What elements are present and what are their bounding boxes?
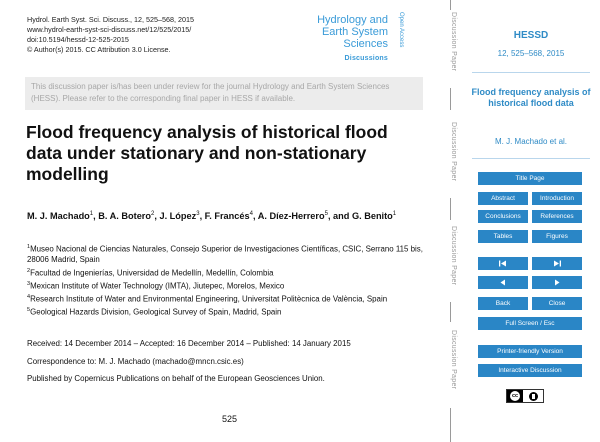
author-sep: , and — [327, 211, 352, 222]
discussion-paper-separator — [441, 0, 461, 442]
author-sep: , — [252, 211, 258, 222]
first-page-button[interactable] — [478, 257, 528, 270]
affiliation-list — [27, 242, 437, 319]
author-sup: 2 — [151, 211, 155, 217]
author-sup: 4 — [249, 211, 253, 217]
author-sep: , — [199, 211, 205, 222]
skip-last-icon — [552, 260, 562, 267]
separator-line — [450, 302, 451, 322]
abstract-button[interactable]: Abstract — [478, 192, 528, 205]
cc-by-icon — [523, 392, 543, 401]
author-name: G. Benito — [351, 211, 393, 222]
triangle-right-icon — [553, 279, 561, 286]
page-number: 525 — [222, 414, 238, 424]
skip-first-icon — [498, 260, 508, 267]
license-line: © Author(s) 2015. CC Attribution 3.0 License. — [27, 45, 171, 54]
separator-label: Discussion Paper — [450, 226, 457, 286]
author-name: J. López — [159, 211, 197, 222]
title-page-button[interactable]: Title Page — [478, 172, 582, 185]
separator-line — [450, 408, 451, 442]
review-notice: This discussion paper is/has been under review for the journal Hydrology and Earth System Sciences (HESS). Please refer to the corresponding final paper in HESS if available. — [25, 77, 423, 110]
figures-button[interactable]: Figures — [532, 230, 582, 243]
separator-label: Discussion Paper — [450, 122, 457, 182]
citation-doi[interactable]: doi:10.5194/hessd-12-525-2015 — [27, 35, 129, 44]
affiliation-item: $^3$Mexican Institute of Water Technology (IMTA), Jiutepec, Morelos, Mexico — [27, 281, 285, 291]
cc-license-badge[interactable] — [506, 389, 544, 403]
author-sep: , — [93, 211, 99, 222]
author-name: A. Díez-Herrero — [257, 211, 325, 222]
citation-url[interactable]: www.hydrol-earth-syst-sci-discuss.net/12/525/2015/ — [27, 25, 192, 34]
author-sup: 5 — [324, 211, 328, 217]
next-page-button[interactable] — [532, 276, 582, 289]
history-dates: Received: 14 December 2014 – Accepted: 16 December 2014 – Published: 14 January 2015 — [27, 339, 351, 348]
triangle-left-icon — [499, 279, 507, 286]
close-button[interactable]: Close — [532, 297, 582, 310]
previous-page-button[interactable] — [478, 276, 528, 289]
correspondence[interactable]: Correspondence to: M. J. Machado (machado@mncn.csic.es) — [27, 357, 244, 366]
journal-logo-name — [317, 14, 388, 50]
affiliation-item: $^5$Geological Hazards Division, Geological Survey of Spain, Madrid, Spain — [27, 307, 282, 318]
citation-block — [27, 15, 194, 55]
affiliation-item: $^4$Research Institute of Water and Environmental Engineering, Universitat Politècnica de València, Spain — [27, 294, 388, 304]
tables-button[interactable]: Tables — [478, 230, 528, 243]
separator-line — [450, 0, 451, 10]
separator-label: Discussion Paper — [450, 12, 457, 72]
sidebar-authors: M. J. Machado et al. — [494, 137, 568, 146]
separator-label: Discussion Paper — [450, 330, 457, 390]
author-name: B. A. Botero — [98, 211, 151, 222]
author-name: M. J. Machado — [27, 211, 90, 222]
logo-line-2: Earth System — [321, 26, 388, 38]
page-title: Flood frequency analysis of historical flood data under stationary and non-stationary modelling — [26, 122, 388, 184]
author-sup: 3 — [196, 211, 200, 217]
author-name: F. Francés — [204, 211, 250, 222]
conclusions-button[interactable]: Conclusions — [478, 210, 528, 223]
affiliation-item: $^2$Facultad de Ingenierías, Universidad de Medellín, Medellín, Colombia — [27, 267, 274, 278]
citation-line: Hydrol. Earth Syst. Sci. Discuss., 12, 525–568, 2015 — [27, 15, 194, 24]
affiliation-item: $^1$Museo Nacional de Ciencias Naturales, Consejo Superior de Investigaciones Científicas, CSIC, Serrano 115 bis, 28006 Madrid, Spain — [27, 244, 423, 265]
journal-logo — [300, 10, 432, 68]
open-access-label: Open Access — [398, 12, 404, 48]
logo-line-3: Sciences — [343, 38, 388, 50]
sidebar-divider — [472, 72, 590, 73]
full-screen-button[interactable]: Full Screen / Esc — [478, 317, 582, 330]
sidebar-title: Flood frequency analysis of historical flood data — [471, 87, 591, 108]
sidebar-divider — [472, 158, 590, 159]
author-sup: 1 — [89, 211, 94, 217]
author-sup: 1 — [392, 211, 397, 217]
author-sep: , — [154, 211, 160, 222]
cc-icon: cc — [507, 390, 523, 402]
interactive-discussion-button[interactable]: Interactive Discussion — [478, 364, 582, 377]
introduction-button[interactable]: Introduction — [532, 192, 582, 205]
author-list — [27, 208, 427, 222]
back-button[interactable]: Back — [478, 297, 528, 310]
logo-line-1: Hydrology and — [317, 14, 388, 26]
separator-line — [450, 198, 451, 220]
separator-line — [450, 88, 451, 110]
references-button[interactable]: References — [532, 210, 582, 223]
publisher-line: Published by Copernicus Publications on behalf of the European Geosciences Union. — [27, 374, 325, 383]
sidebar-volume: 12, 525–568, 2015 — [497, 49, 565, 58]
sidebar-journal: HESSD — [513, 30, 549, 41]
last-page-button[interactable] — [532, 257, 582, 270]
printer-friendly-button[interactable]: Printer-friendly Version — [478, 345, 582, 358]
logo-discussions: Discussions — [344, 55, 388, 62]
